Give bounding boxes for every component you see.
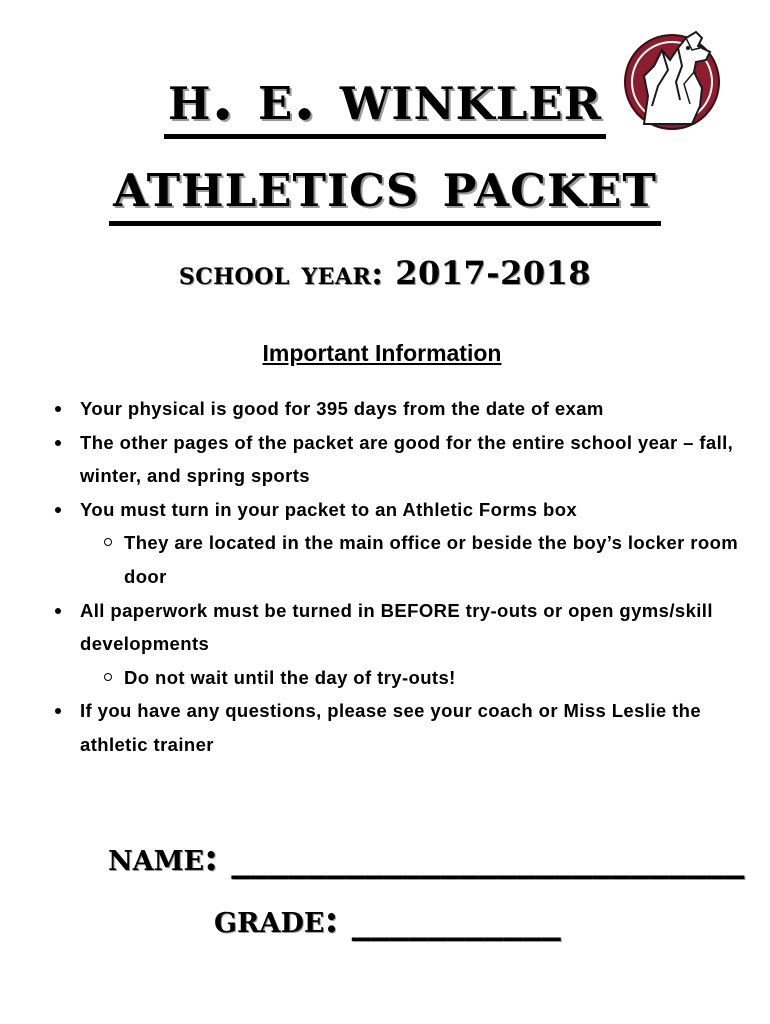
list-item [52,392,742,426]
list-item [52,694,742,761]
hollow-bullet-icon [104,673,112,681]
list-item-text: They are located in the main office or beside the boy’s locker room door [124,532,739,587]
sub-list-item [52,661,742,695]
hollow-bullet-icon [104,538,112,546]
bullet-icon [55,440,61,446]
name-field[interactable]: name: ___________________________ [108,834,745,879]
list-item-text: If you have any questions, please see your coach or Miss Leslie the athletic trainer [80,700,702,755]
school-year: school year: 2017-2018 [178,254,592,292]
list-item-text: You must turn in your packet to an Athletic Forms box [80,498,578,520]
list-item-text: Do not wait until the day of try-outs! [124,666,456,688]
list-item [52,594,742,661]
list-item-text: The other pages of the packet are good for the entire school year – fall, winter, and spring sports [80,431,734,487]
bullet-icon [55,608,61,614]
list-item-text: All paperwork must be turned in BEFORE try-outs or open gyms/skill developments [80,599,713,655]
title-line-1: h. e. winkler [164,66,606,139]
bullet-icon [55,406,61,412]
list-item [52,493,742,527]
info-heading: Important Information [262,340,502,366]
list-item-text: Your physical is good for 395 days from the date of exam [80,398,604,419]
bullet-icon [55,507,61,513]
sub-list-item [52,526,742,593]
bullet-icon [55,708,61,714]
list-item [52,426,742,493]
info-list [52,392,742,762]
grade-field[interactable]: grade: ___________ [214,896,561,941]
wolf-logo-icon [622,26,726,136]
title-line-2: athletics packet [109,153,661,226]
